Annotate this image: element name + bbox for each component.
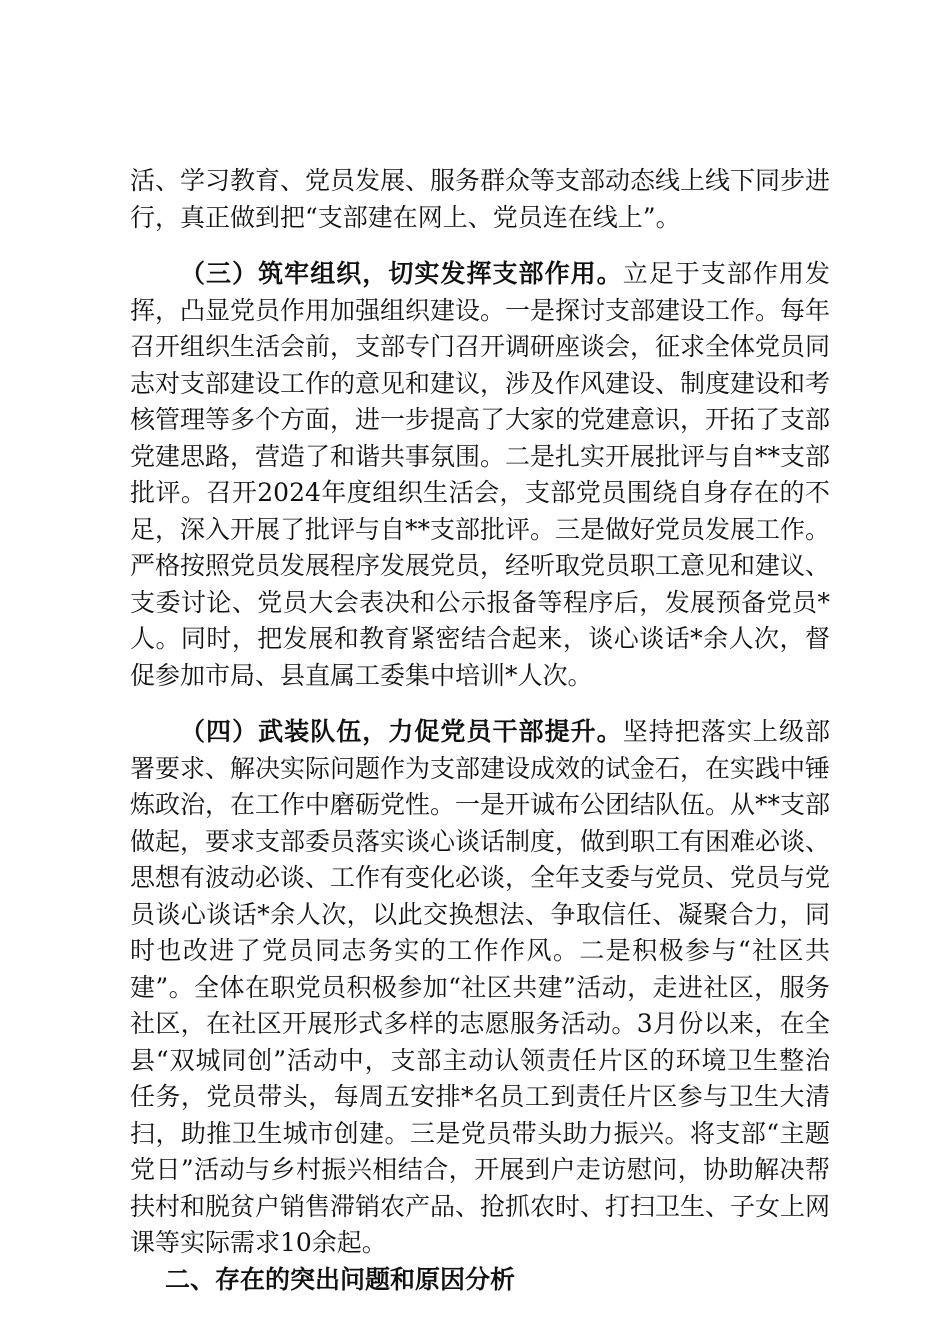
section-4-lead: （四）武装队伍，力促党员干部提升。 [180, 717, 623, 746]
section-3-lead: （三）筑牢组织，切实发挥支部作用。 [180, 259, 623, 288]
section-heading-2: 二、存在的突出问题和原因分析 [165, 1264, 516, 1294]
section-3-paragraph [130, 256, 830, 694]
section-4-body: 坚持把落实上级部署要求、解决实际问题作为支部建设成效的试金石，在实践中锤炼政治，在工作中磨砺党性。一是开诚布公团结队伍。从**支部做起，要求支部委员落实谈心谈话制度，做到职工有困难必谈、思想有波动必谈、工作有变化必谈，全年支委与党员、党员与党员谈心谈话*余人次，以此交换想法、争取信任、凝聚合力，同时也改进了党员同志务实的工作作风。二是积极参与“社区共建”。全体在职党员积极参加“社区共建”活动，走进社区，服务社区，在社区开展形式多样的志愿服务活动。3月份以来，在全县“双城同创”活动中，支部主动认领责任片区的环境卫生整治任务，党员带头，每周五安排*名员工到责任片区参与卫生大清扫，助推卫生城市创建。三是党员带头助力振兴。将支部“主题党日”活动与乡村振兴相结合，开展到户走访慰问，协助解决帮扶村和脱贫户销售滞销农产品、抢抓农时、打扫卫生、子女上网课等实际需求10余起。 [130, 717, 831, 1257]
continuation-text: 活、学习教育、党员发展、服务群众等支部动态线上线下同步进行，真正做到把“支部建在网上、党员连在线上”。 [130, 166, 831, 232]
document-body [130, 163, 830, 1298]
section-3-body: 立足于支部作用发挥，凸显党员作用加强组织建设。一是探讨支部建设工作。每年召开组织生活会前，支部专门召开调研座谈会，征求全体党员同志对支部建设工作的意见和建议，涉及作风建设、制度建设和考核管理等多个方面，进一步提高了大家的党建意识，开拓了支部党建思路，营造了和谐共事氛围。二是扎实开展批评与自**支部批评。召开2024年度组织生活会，支部党员围绕自身存在的不足，深入开展了批评与自**支部批评。三是做好党员发展工作。严格按照党员发展程序发展党员，经听取党员职工意见和建议、支委讨论、党员大会表决和公示报备等程序后，发展预备党员*人。同时，把发展和教育紧密结合起来，谈心谈话*余人次，督促参加市局、县直属工委集中培训*人次。 [130, 259, 831, 690]
continuation-paragraph [130, 163, 830, 236]
section-4-paragraph [130, 714, 830, 1262]
